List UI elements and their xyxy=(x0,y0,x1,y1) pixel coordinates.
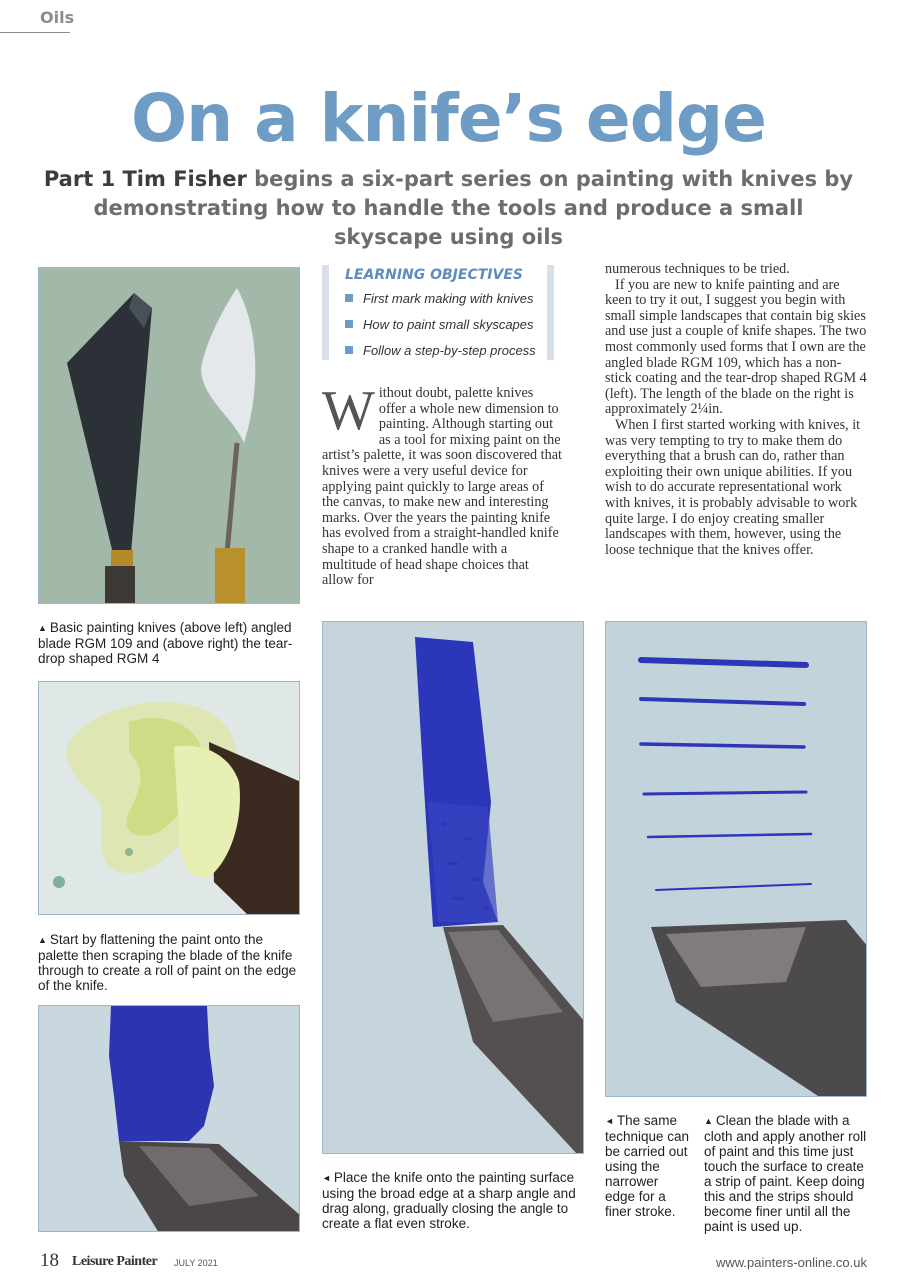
triangle-up-icon: ▲ xyxy=(38,623,47,633)
caption-clean-text: Clean the blade with a cloth and apply another roll of paint and this time just touch the surface to create a strip of paint. Keep doing this and the strips should become finer until all the paint is used up. xyxy=(704,1113,867,1234)
palette-photo xyxy=(38,681,300,915)
caption-knives xyxy=(38,620,300,666)
triangle-up-icon: ▲ xyxy=(38,935,47,945)
caption-place-text: Place the knife onto the painting surface using the broad edge at a sharp angle and drag along, gradually closing the angle to create a flat even stroke. xyxy=(322,1170,576,1231)
fine-strokes-photo xyxy=(605,621,867,1097)
standfirst-text: begins a six-part series on painting with knives by demonstrating how to handle the tools and produce a small skyscape using oils xyxy=(93,167,854,249)
caption-place xyxy=(322,1170,584,1231)
article-standfirst xyxy=(40,165,857,252)
standfirst-lead: Part 1 Tim Fisher xyxy=(43,167,247,191)
website-url[interactable]: www.painters-online.co.uk xyxy=(715,1255,867,1270)
objective-text: First mark making with knives xyxy=(363,291,534,306)
objective-text: How to paint small skyscapes xyxy=(363,317,534,332)
triangle-left-icon: ◄ xyxy=(605,1116,614,1126)
broad-stroke-photo xyxy=(322,621,584,1154)
body-column-1 xyxy=(322,380,562,589)
learning-objectives-box xyxy=(322,265,554,360)
article-title: On a knife’s edge xyxy=(131,80,766,157)
objective-item xyxy=(345,291,533,306)
body-paragraph: ithout doubt, palette knives offer a whole new dimension to painting. Although starting out as a tool for mixing paint on the artist’s palette, it was soon discovered that knives were a very useful device for applying paint quickly to large areas of the canvas, to make new and interesting marks. Over the years the painting knife has evolved from a straight-handled knife shape to a cranked handle with a multitude of head shape choices that allow for xyxy=(322,385,562,589)
bullet-square-icon xyxy=(345,294,353,302)
caption-clean xyxy=(704,1113,867,1234)
objectives-heading: LEARNING OBJECTIVES xyxy=(345,267,523,283)
drop-cap: W xyxy=(322,380,375,442)
objective-item xyxy=(345,317,534,332)
section-label: Oils xyxy=(40,8,75,27)
caption-same-text: The same technique can be carried out using the narrower edge for a finer stroke. xyxy=(605,1113,690,1219)
caption-flatten-text: Start by flattening the paint onto the palette then scraping the blade of the knife through to create a roll of paint on the edge of the knife. xyxy=(38,932,297,993)
caption-same xyxy=(605,1113,691,1219)
section-tag xyxy=(0,6,75,33)
magazine-logo: Leisure Painter xyxy=(72,1254,158,1269)
triangle-up-icon: ▲ xyxy=(704,1116,713,1126)
caption-knives-text: Basic painting knives (above left) angled blade RGM 109 and (above right) the tear-drop shaped RGM 4 xyxy=(38,620,293,666)
body-paragraph: When I first started working with knives, it was very tempting to try to make them do everything that a brush can do, rather than exploiting their own unique abilities. If you wish to do accurate representational work with knives, it is probably advisable to work quite large. I do enjoy creating smaller landscapes with them, however, using the loose technique that the knives offer. xyxy=(605,416,861,558)
body-paragraph: If you are new to knife painting and are keen to try it out, I suggest you begin with small simple landscapes that contain big skies and use just a couple of knife shapes. The two most commonly used forms that I own are the angled blade RGM 109, which has a non-stick coating and the tear-drop shaped RGM 4 (left). The length of the blade on the right is approximately 2¼in. xyxy=(605,276,867,418)
page-number: 18 xyxy=(40,1250,59,1271)
bullet-square-icon xyxy=(345,346,353,354)
objective-text: Follow a step-by-step process xyxy=(363,343,536,358)
objective-item xyxy=(345,343,536,358)
knives-photo xyxy=(38,267,300,604)
issue-date: JULY 2021 xyxy=(174,1258,218,1268)
triangle-left-icon: ◄ xyxy=(322,1173,331,1183)
body-column-2 xyxy=(605,262,867,558)
caption-flatten xyxy=(38,932,300,993)
body-paragraph: numerous techniques to be tried. xyxy=(605,261,790,277)
bullet-square-icon xyxy=(345,320,353,328)
stroke-detail-photo xyxy=(38,1005,300,1232)
